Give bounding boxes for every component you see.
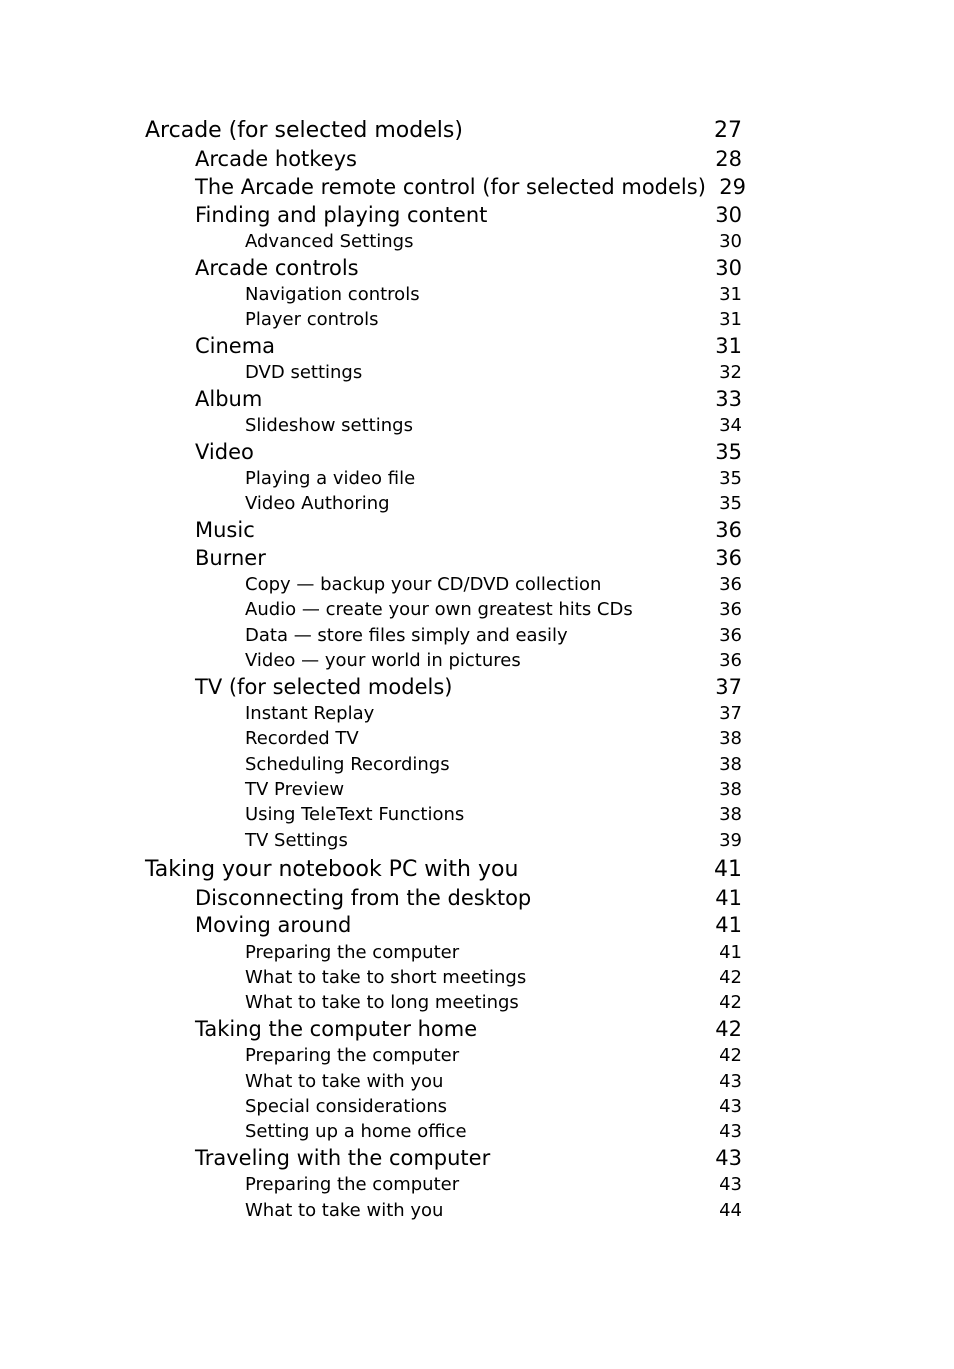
toc-entry-title: Navigation controls <box>245 284 420 305</box>
toc-entry-title: Cinema <box>195 334 276 358</box>
toc-entry-title: TV (for selected models) <box>195 675 453 699</box>
toc-entry-title: Instant Replay <box>245 703 375 724</box>
toc-entry-title: DVD settings <box>245 362 363 383</box>
toc-entry-title: Advanced Settings <box>245 231 414 252</box>
toc-entry-page: 43 <box>715 1146 742 1170</box>
toc-entry-page: 41 <box>714 857 742 882</box>
toc-entry-page: 31 <box>719 284 742 305</box>
toc-entry-title: What to take with you <box>245 1200 444 1221</box>
toc-entry-page: 43 <box>719 1096 742 1117</box>
toc-entry-title: Video <box>195 440 254 464</box>
toc-entry-page: 27 <box>714 118 742 143</box>
toc-entry-title: Arcade (for selected models) <box>145 118 463 143</box>
toc-entry-page: 37 <box>715 675 742 699</box>
toc-entry-page: 31 <box>719 309 742 330</box>
toc-entry-title: Scheduling Recordings <box>245 754 450 775</box>
toc-entry-page: 42 <box>719 967 742 988</box>
toc-entry-title: Audio — create your own greatest hits CDs <box>245 599 633 620</box>
toc-entry-title: Finding and playing content <box>195 203 488 227</box>
toc-entry-title: Burner <box>195 546 266 570</box>
toc-entry-title: Using TeleText Functions <box>245 804 465 825</box>
toc-entry-page: 43 <box>719 1174 742 1195</box>
toc-entry-page: 37 <box>719 703 742 724</box>
toc-entry-title: Preparing the computer <box>245 1045 460 1066</box>
toc-entry-page: 38 <box>719 728 742 749</box>
toc-entry-page: 42 <box>719 1045 742 1066</box>
toc-entry-title: Video Authoring <box>245 493 390 514</box>
toc-entry-page: 30 <box>715 203 742 227</box>
toc-entry-page: 42 <box>719 992 742 1013</box>
toc-entry-page: 38 <box>719 754 742 775</box>
toc-entry-page: 35 <box>719 493 742 514</box>
toc-entry-page: 31 <box>715 334 742 358</box>
toc-entry-title: Playing a video file <box>245 468 416 489</box>
toc-entry-page: 36 <box>715 546 742 570</box>
toc-entry-page: 39 <box>719 830 742 851</box>
toc-entry-page: 33 <box>715 387 742 411</box>
toc-entry-title: What to take with you <box>245 1071 444 1092</box>
toc-entry-page: 42 <box>715 1017 742 1041</box>
toc-entry-title: Arcade hotkeys <box>195 147 357 171</box>
toc-entry-page: 36 <box>719 599 742 620</box>
toc-entry-title: Arcade controls <box>195 256 359 280</box>
toc-entry-title: Preparing the computer <box>245 942 460 963</box>
toc-entry-page: 36 <box>719 625 742 646</box>
toc-entry-title: Taking the computer home <box>195 1017 478 1041</box>
toc-entry-title: TV Settings <box>245 830 348 851</box>
toc-entry-page: 41 <box>715 886 742 910</box>
toc-entry-page: 38 <box>719 779 742 800</box>
toc-entry-page: 35 <box>715 440 742 464</box>
toc-entry-title: What to take to long meetings <box>245 992 519 1013</box>
toc-entry-title: Taking your notebook PC with you <box>145 857 519 882</box>
toc-entry-title: Recorded TV <box>245 728 359 749</box>
toc-entry-page: 36 <box>719 650 742 671</box>
toc-entry-page: 44 <box>719 1200 742 1221</box>
toc-entry-page: 29 <box>719 175 746 199</box>
toc-entry-page: 35 <box>719 468 742 489</box>
toc-entry-page: 43 <box>719 1121 742 1142</box>
toc-entry-page: 30 <box>719 231 742 252</box>
toc-entry-page: 38 <box>719 804 742 825</box>
toc-entry-title: Data — store files simply and easily <box>245 625 568 646</box>
toc-entry-title: Copy — backup your CD/DVD collection <box>245 574 602 595</box>
toc-entry-page: 41 <box>715 913 742 937</box>
toc-entry-title: Special considerations <box>245 1096 448 1117</box>
toc-entry-title: Moving around <box>195 913 352 937</box>
toc-entry-title: Video — your world in pictures <box>245 650 521 671</box>
toc-entry-page: 41 <box>719 942 742 963</box>
toc-entry-title: Album <box>195 387 263 411</box>
toc-entry-page: 28 <box>715 147 742 171</box>
toc-entry-page: 34 <box>719 415 742 436</box>
toc-entry-page: 36 <box>719 574 742 595</box>
toc-entry-title: Slideshow settings <box>245 415 413 436</box>
toc-entry-title: Player controls <box>245 309 379 330</box>
toc-entry-page: 30 <box>715 256 742 280</box>
toc-entry-title: Disconnecting from the desktop <box>195 886 532 910</box>
toc-entry-title: The Arcade remote control (for selected models) <box>195 175 706 199</box>
toc-entry-title: Music <box>195 518 255 542</box>
toc-entry-page: 43 <box>719 1071 742 1092</box>
toc-entry-page: 36 <box>715 518 742 542</box>
toc-entry-title: What to take to short meetings <box>245 967 527 988</box>
toc-entry-title: TV Preview <box>245 779 345 800</box>
toc-entry-title: Traveling with the computer <box>195 1146 491 1170</box>
toc-entry-page: 32 <box>719 362 742 383</box>
toc-entry-title: Preparing the computer <box>245 1174 460 1195</box>
toc-entry-title: Setting up a home office <box>245 1121 467 1142</box>
